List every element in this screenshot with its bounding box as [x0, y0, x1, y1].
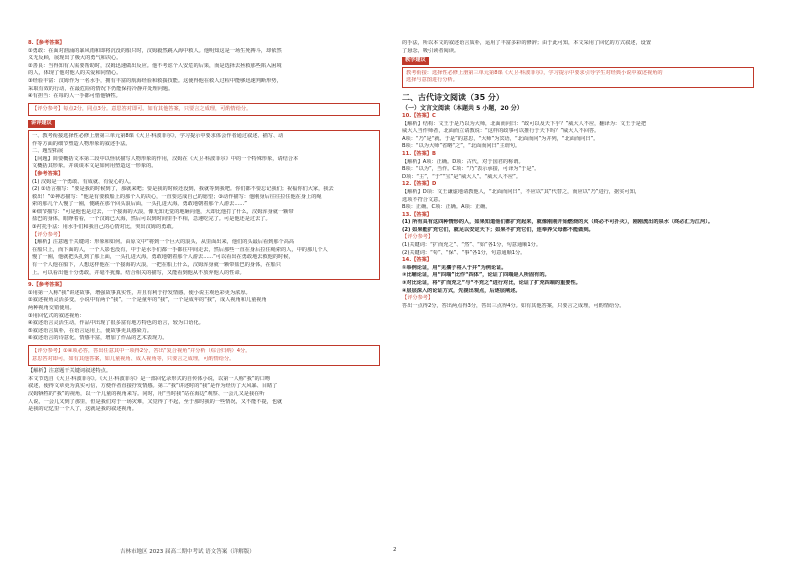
text-line: 采取有效的行动，在最危险的情况下仍能保持冷静并处理问题。 — [28, 85, 174, 92]
text-line: (2)关键词：“苟”、“保”、“事”各1分，句意通顺1分。 — [402, 249, 526, 256]
text-line: 【解析】注意题干关键词：形象和如何。由原文中“将到一个巨大的浪头，从里面出来，他们的头最后看到那个高高 — [32, 239, 295, 246]
text-line: 的人，体现了他对他人的关爱和同情心。 — [28, 70, 122, 77]
text-line: 【解析】A项：正确。D项：古代，对于国君的称谓。 — [402, 158, 524, 165]
text-line: 威大人当作师者，北面而立请教说：“这样的政事可以推行于天下吗？”威大人不回答。 — [402, 128, 600, 135]
text-line: ①勇敢：在面对汹涌的暴风雨和即将沉没的船只时，汉姆毅然跳入海中救人。他明知这是一场生死搏斗，却依然 — [28, 47, 282, 54]
section-2-subtitle: （一）文言文阅读（本题共 5 小题，20 分） — [402, 104, 523, 112]
text-line: 慢了一圈，他就把头扎到了那上面，一头扎进大海，勇敢地朝着那个人游去......”可以看出在勇敢地去救他的时候， — [32, 254, 294, 261]
q9-extra-lines — [28, 376, 380, 414]
text-line: ③用回忆式的叙述视角： — [28, 312, 85, 319]
text-line: A项：“乃”是“就、于是”的意思，“大师”为宾语，“北面而问”为并列，“北面而问曰”。 — [402, 135, 599, 142]
text-line: B项：“以为”，当作。C项：“乃”表示承接，可译为“于是”。 — [402, 166, 540, 173]
text-line: 了悬念，吸引读者阅读。 — [402, 47, 460, 54]
guide-answer-score: 【评分参考】 — [32, 231, 64, 238]
text-line: ③经验丰富：汉姆作为一名水手，拥有丰富的航海经验和救援技能。这使得他在救人过程中能够迅速判断形势， — [28, 77, 282, 84]
text-line: 【解析】结构：文王于是乃以为大师，北面而问曰：“政可以及天下乎？”威大人不应，翻译为：文王于是把 — [402, 120, 647, 127]
text-line: 盐巴的身体，眼睁着看，一个汉姆已大海，然后可以到时间里手不相，急速吃完了。可是他还是过去了。 — [32, 216, 271, 223]
text-line: 救出！”②神态描写：“他是有要救船上的那个人的决心，一直要达成自己的愿望；③动作描写：他刚身后往往拉住他在身上的绳 — [32, 193, 322, 200]
text-line: ③对比论证，将“扩而充之”与“不充之”进行对比，论证了扩充四端的重要性。 — [402, 280, 581, 287]
section-2-title: 二、古代诗文阅读（35 分） — [402, 92, 504, 102]
teach-tag: 教学建议 — [402, 57, 429, 65]
q13-header: 13.【答案】 — [402, 211, 432, 218]
q9-score-b: 意思答对即可，如有其他答案，如儿童视角、成人视角等，只要言之成理，可酌情给分。 — [32, 355, 235, 362]
top-lines — [402, 40, 754, 55]
q13-score-lines — [402, 242, 754, 257]
guide-answer-lines — [32, 179, 376, 232]
q13-lines — [402, 219, 754, 234]
text-line: ④细节描写：“可是他也是过去，一个接海的大浪，像无知无觉的地砸向他，大却比他打了什么，汉姆浑身就一颗带 — [32, 208, 294, 215]
text-line: 教考衔接：选择性必修上册第三单元第8课《大卫·科波菲尔》，学习提示中要求引导学生对经典小说中叙述视角的 — [406, 69, 663, 76]
guide-tag: 讲评建议 — [28, 120, 55, 128]
guide-box — [28, 130, 380, 280]
teach-lines — [406, 70, 750, 85]
footer-title: 吉林市地区 2023 届高二期中考试 语文答案（详解版） — [120, 549, 255, 555]
text-line: 是我的记忆里一个人了，这就是我的叙述视角。 — [28, 406, 137, 413]
q8-score-box — [28, 103, 380, 117]
guide-answer-header: 【参考答案】 — [32, 170, 64, 177]
q9-score-a: 【评分参考】①④项必答，答出任意其中一项得2分，答出“复合视角”并分析（综合归纳）4分。 — [32, 347, 251, 354]
guide-lines — [32, 133, 376, 171]
guide-analysis-lines — [32, 239, 376, 277]
text-line: B项：“以为大师”省略“之”，“北面而问曰”主谓句。 — [402, 143, 521, 150]
text-line: 汉姆牺牲的“我”的视角，以一个儿童的视角来写。同时，用“当时我”站在海边”观察、一会儿又是我在听 — [28, 390, 265, 397]
q14-score: 【评分参考】 — [402, 295, 434, 302]
text-line: B项：正确。C项：正确。A项：正确。 — [402, 204, 491, 211]
left-column — [28, 40, 380, 414]
text-line: 叙述，使得文章更为真实可信，方便作者直接抒发情感。第二“我”讲述时的“我”是作为经历了大风暴、目睹了 — [28, 383, 278, 390]
right-column — [402, 40, 754, 310]
q9-answer-lines — [28, 290, 380, 343]
text-line: 一、教考衔接选择性必修上册第三单元第8课《大卫·科波菲尔》，学习提示中要求体会作者通过叙述、描写、动 — [32, 132, 284, 139]
q14-score-lines — [402, 303, 754, 311]
text-line: ④层层深入的论证方式，先提出观点，后逐层阐述。 — [402, 287, 521, 294]
text-line: (1) 汉姆是一个勇敢、有成就、有爱心的人。 — [32, 178, 135, 185]
q9-analysis: 【解析】注意题干关键词叙述特点。 — [28, 368, 112, 375]
text-line: (1) 所有具有这四种情形的人，如果知道他们都扩充起来，就像刚刚开始燃烧的火（终必不可扑灭），刚刚流出的泉水（终必汇为江河）。 — [402, 219, 714, 226]
text-line: 二、题型拓展 — [32, 148, 64, 155]
text-line: 上。可以看出他十分勇敢，并毫不犹豫。结合相关的描写，又能看到他从不放弃他人的性命。 — [32, 269, 245, 276]
text-line: 义无反顾，展现出了极大的勇气和决心。 — [28, 55, 122, 62]
teach-box — [402, 67, 754, 88]
text-line: (2) 如果能扩充它们，就足以安定天下；如果不扩充它们，连奉养父母都不能做到。 — [402, 226, 594, 233]
text-line: 有一个人他在船下，人想这样他在一个接海的大浪，一把在船上什么，汉姆浑身就一颗带盐巴的身体，在船只 — [32, 262, 282, 269]
text-line: 选择与意图进行分析。 — [406, 77, 458, 84]
q13-score: 【评分参考】 — [402, 234, 434, 241]
q11-header: 11.【答案】B — [402, 150, 436, 157]
text-line: 人说，一会儿又到了那里，但是我们对于一场灾难，又觉得了不起，至于那时我的一些情况，又不能不提，也就 — [28, 398, 283, 405]
text-line: ②比喻论证，用“四端”比作“四体”，论证了四端是人所固有的。 — [402, 272, 550, 279]
text-line: ②善良：当得知有人需要帮助时，汉姆迅速做出反应。他不考虑个人安危的后果，而是选择去拯救那些陷入困境 — [28, 62, 282, 69]
text-line: ①举例论证，用“见孺子将入于井”为例论证。 — [402, 264, 507, 271]
text-line: (2) ①语言描写：“要是我的时候到了，那就来吧；要是我的时候还没到，我就等到我吧。你们都不要忘记我们；祝福你们大家，我去 — [32, 186, 334, 193]
q12-header: 12.【答案】D — [402, 181, 437, 188]
text-line: 两种视角交错使用。 — [28, 305, 75, 311]
text-line: 作等方面的细节塑造人物形象的叙述手法。 — [32, 140, 131, 147]
text-line: ③衬托手法：用水手们和我自己的心情对比，突出汉姆的勇敢。 — [32, 224, 177, 231]
text-line: 索的那几个人慢了一圈，便跳在那个回头浪后面，一头扎进大海，勇敢地朝着那个人游去......” — [32, 201, 247, 208]
text-line: 文概括其形象。并谈谈本文是如何用塑造这一形象的。 — [32, 163, 157, 170]
text-line: ⑥叙述语言的诗意化，情感丰富，增加了作品的艺术表现力。 — [28, 335, 168, 342]
q10-header: 10.【答案】C — [402, 112, 436, 119]
q12-lines — [402, 189, 754, 212]
q9-score-box — [28, 345, 380, 366]
text-line: 【解析】D项：文王谦虚地请教他人，“北面而问曰”，不应以“其”代替之，而应以“乃”进行，据实可知， — [402, 188, 640, 195]
text-line: 选项不符合文意。 — [402, 196, 444, 203]
text-line: 答出一点得2分，答出两点得3分，答出三点得4分。如有其他答案，只要言之成理，可酌情给分。 — [402, 302, 625, 309]
q8-header: 8.【参考答案】 — [28, 40, 65, 46]
q8-answer-lines — [28, 48, 380, 101]
text-line: 【问题】简要概括文本第二段中以怪状描写人物形象的作用，汉姆在《大卫·科波菲尔》中的一个特殊形象，请结合本 — [32, 155, 299, 162]
text-line: 在船只上，而下面的人，一个人影也没有，中于是水手们都一手都往中间走去，然后那些一直在身后拉住绳索的人，中的那几个人 — [32, 246, 328, 253]
text-line: ④有担当：在每的人一手都可惜他牺牲。 — [28, 93, 121, 100]
q14-lines — [402, 265, 754, 295]
q10-lines — [402, 121, 754, 151]
text-line: ②叙述视角灵活多变，小说中有两个“我”，一个是童年的“我”，一个是成年的“我”，成人视角和儿童视角 — [28, 297, 267, 304]
text-line: ④叙述语言灵活生动，作品中出现了很多富有地方特色的语言，较为口语化。 — [28, 320, 204, 327]
text-line: 的手法，所以本文的叙述语言质朴，运用了丰富多彩的修辞；由于此可知，本文采用了回忆的方式叙述，设置 — [402, 40, 652, 46]
q14-header: 14.【答案】 — [402, 257, 432, 264]
text-line: (1)关键词：“扩而充之”、“然”、“始”各1分，句意通顺1分。 — [402, 242, 542, 249]
footer-page-number: 2 — [393, 547, 397, 553]
text-line: 本文节选自《大卫·科波菲尔》。《大卫·科波菲尔》是一部回忆录形式的自传体小说，以第一人称“我”的口吻 — [28, 375, 271, 382]
text-line: D项：“主”，“于”“宝”是“威大人”。“威大人不应”。 — [402, 173, 522, 180]
q9-header: 9.【参考答案】 — [28, 282, 65, 289]
q8-score: 【评分参考】每点2分，同点3分。意思答对即可。如有其他答案，只要言之成理，可酌情给分。 — [32, 105, 252, 112]
q11-lines — [402, 159, 754, 182]
text-line: ①用第一人称“我”讲述故事，增强故事真实性，并且有利于抒发情感，使小说主观色彩更为浓厚。 — [28, 289, 251, 296]
text-line: ⑤叙述语言质朴，在语言运用上，使故事更具感染力。 — [28, 327, 152, 334]
